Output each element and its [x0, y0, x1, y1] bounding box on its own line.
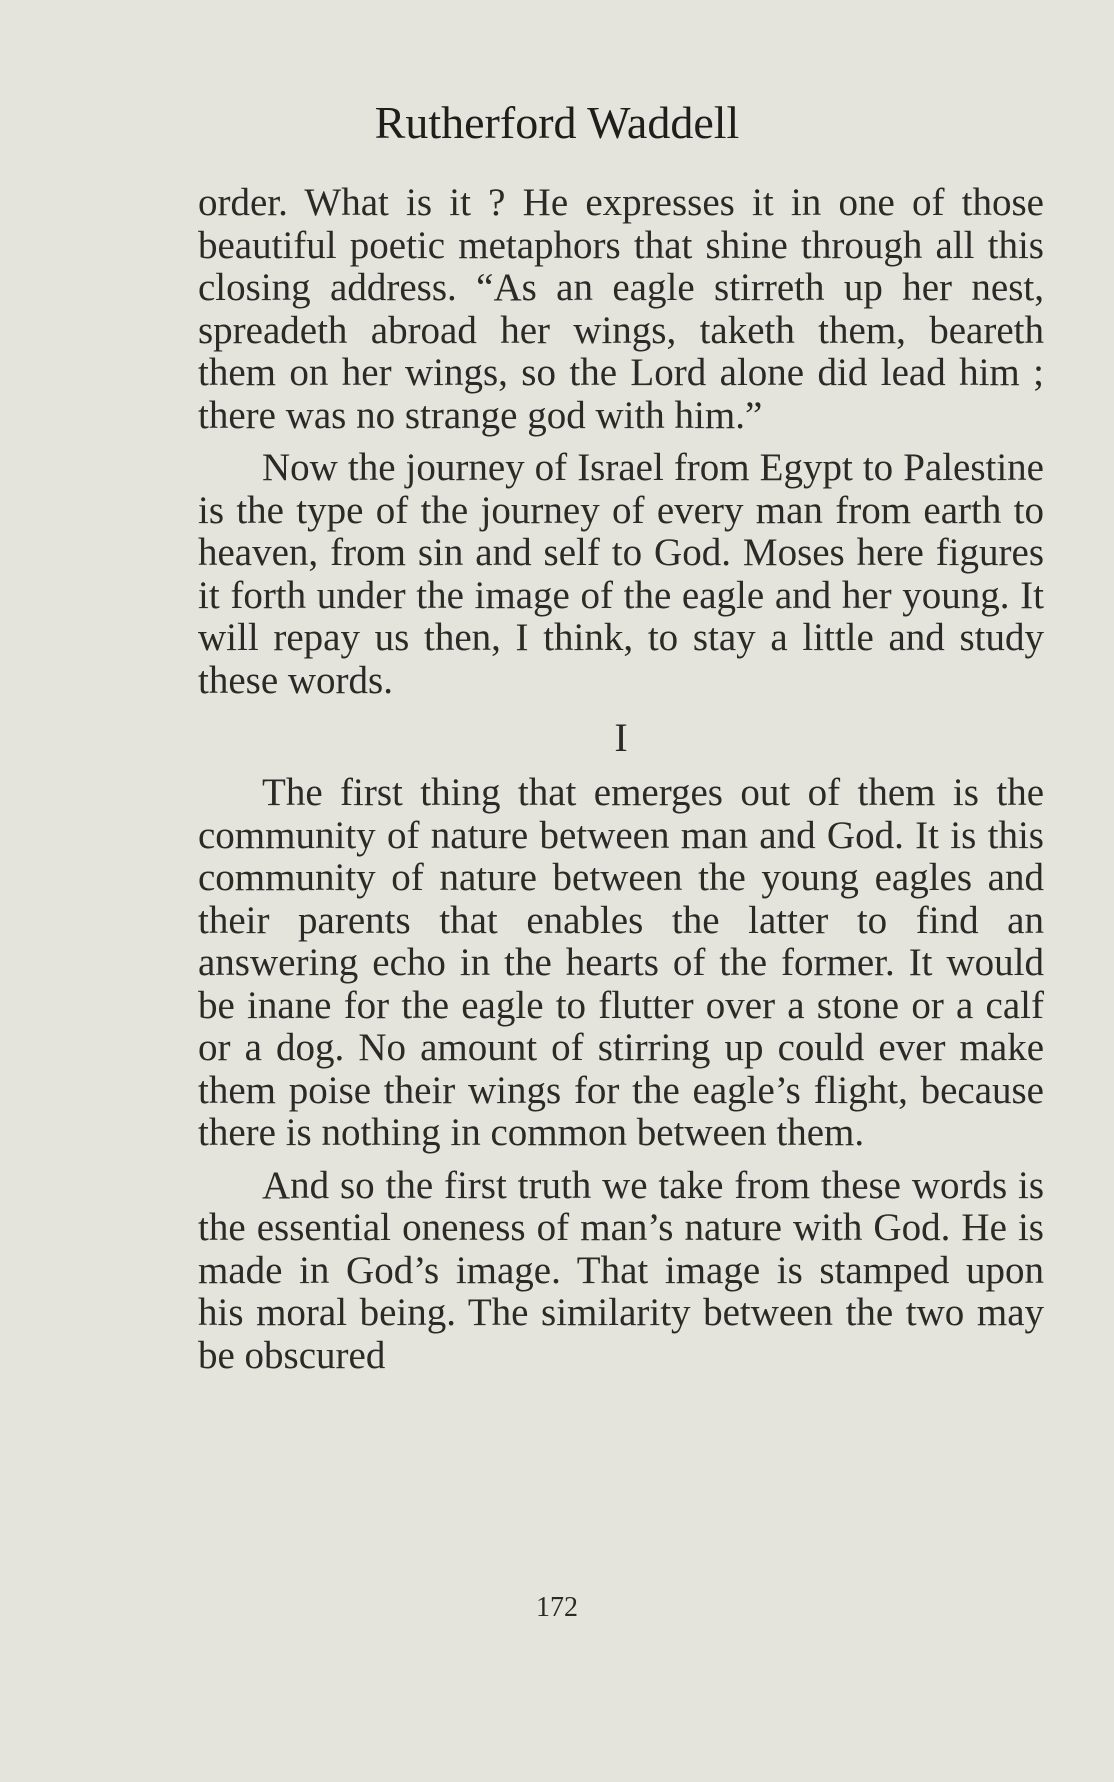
paragraph-journey: Now the journey of Israel from Egypt to Palestine is the type of the journey of every man from earth to heaven, from sin and self to God. Moses here figures it forth under the image of the eagle and her young. It will repay us then, I think, to stay a little and study these words. [198, 446, 1044, 702]
body-text [198, 182, 1044, 1387]
section-marker: I [614, 715, 628, 760]
paragraph-oneness: And so the first truth we take from these words is the essential oneness of man’s nature with God. He is made in God’s image. That image is stamped upon his moral being. The similarity between the two may be obscured [198, 1163, 1044, 1377]
running-head: Rutherford Waddell [374, 97, 740, 148]
page-number: 172 [536, 1592, 578, 1623]
paragraph-continued: order. What is it ? He expresses it in one of those beautiful poetic metaphors that shine through all this closing address. “As an eagle stirreth up her nest, spreadeth abroad her wings, taketh them, beareth them on her wings, so the Lord alone did lead him ; there was no strange god with him.” [198, 181, 1044, 437]
paragraph-community-of-nature: The first thing that emerges out of them is the community of nature between man and God. It is this community of nature between the young eagles and their parents that enables the latter to find an answering echo in the hearts of the former. It would be inane for the eagle to flutter over a stone or a calf or a dog. No amount of stirring up could ever make them poise their wings for the eagle’s flight, because there is nothing in common between them. [198, 771, 1044, 1154]
